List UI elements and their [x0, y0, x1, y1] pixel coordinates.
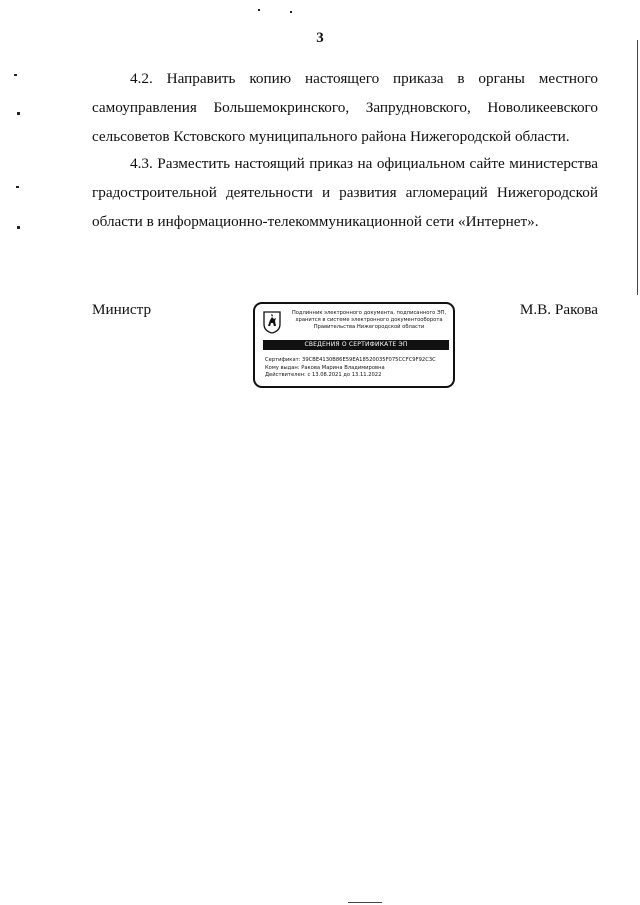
paragraph-line: самоуправления Большемокринского, Запрудновского, Новоликеевского: [92, 99, 598, 116]
validity-row: [265, 372, 453, 380]
certificate-details: [265, 357, 453, 380]
page-edge-line: [637, 40, 639, 295]
scan-speck: [14, 74, 17, 76]
stamp-notice: [285, 310, 453, 331]
paragraph-4-3: [92, 149, 598, 236]
scan-speck: [258, 9, 260, 11]
scan-speck: [290, 11, 292, 13]
certificate-value: 39CBE4130B86E59EA18520035F075CCFC9F92C3C: [302, 357, 436, 363]
paragraph-line: области в информационно-телекоммуникационной сети «Интернет».: [92, 213, 539, 230]
nizhny-novgorod-coat-of-arms-icon: [263, 311, 281, 334]
paragraph-line: градостроительной деятельности и развития агломераций Нижегородской: [92, 184, 598, 201]
electronic-signature-stamp: [253, 302, 455, 388]
signer-title: Министр: [92, 301, 152, 318]
signer-name: М.В. Ракова: [519, 301, 598, 318]
issued-to-row: [265, 365, 453, 373]
stamp-notice-line: Правительства Нижегородской области: [313, 324, 425, 330]
stamp-notice-line: хранится в системе электронного документооборота: [295, 317, 443, 323]
paragraph-4-2: [92, 64, 598, 151]
certificate-row: [265, 357, 453, 365]
stamp-banner: СВЕДЕНИЯ О СЕРТИФИКАТЕ ЭП: [263, 340, 449, 350]
certificate-label: Сертификат:: [265, 357, 301, 363]
paragraph-line: 4.2. Направить копию настоящего приказа в органы местного: [130, 70, 598, 87]
validity-value: с 13.08.2021 до 13.11.2022: [307, 372, 382, 378]
footer-line: [348, 902, 382, 903]
scan-speck: [16, 186, 19, 188]
page-number: 3: [316, 30, 324, 46]
issued-to-label: Кому выдан:: [265, 364, 300, 371]
scan-speck: [17, 112, 20, 115]
validity-label: Действителен:: [265, 372, 306, 378]
issued-to-value: Ракова Марина Владимировна: [301, 364, 385, 371]
paragraph-line: 4.3. Разместить настоящий приказ на официальном сайте министерства: [130, 155, 598, 172]
paragraph-line: сельсоветов Кстовского муниципального района Нижегородской области.: [92, 128, 570, 145]
stamp-notice-line: Подлинник электронного документа, подписанного ЭП,: [291, 310, 447, 316]
scan-speck: [17, 226, 20, 229]
